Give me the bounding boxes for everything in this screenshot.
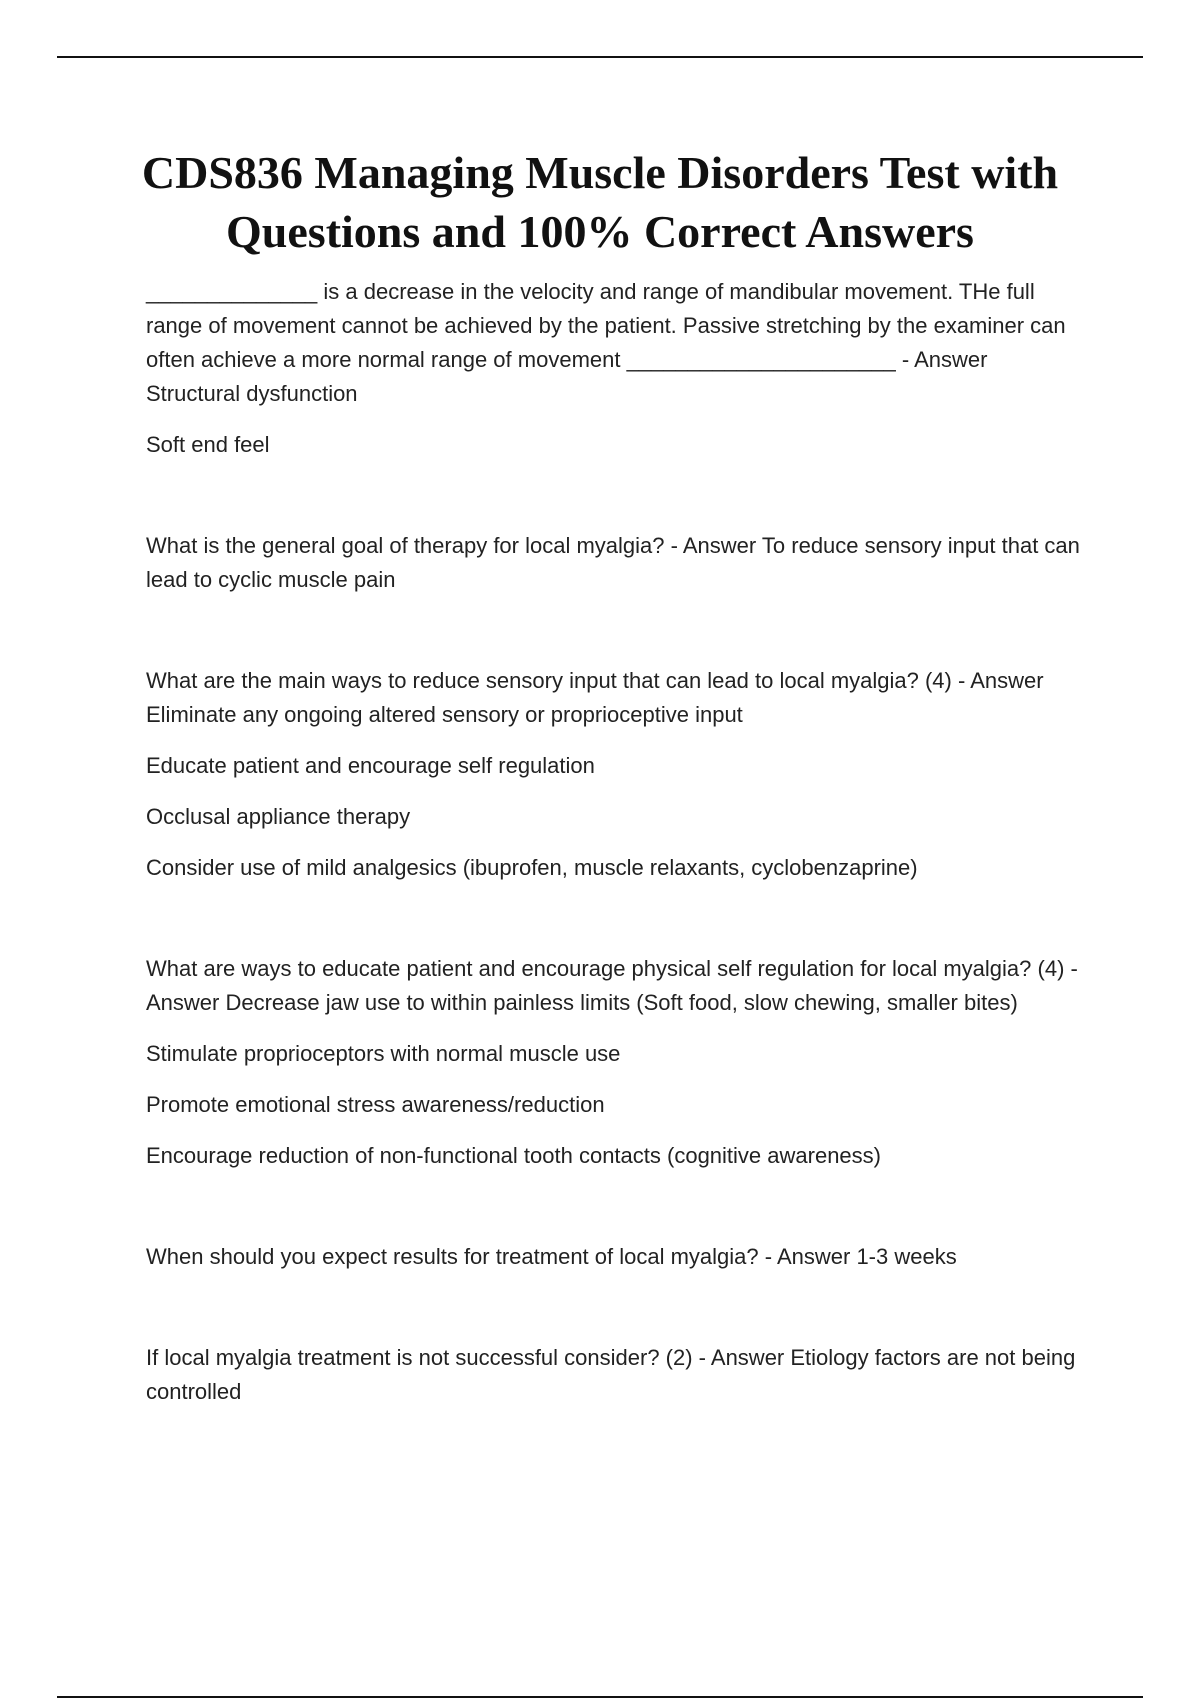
qa-self-regulation: What are ways to educate patient and encourage physical self regulation for local myalgia? (4) - Answer Decrease jaw use to within painless limits (Soft food, slow chewing, smaller bites) <box>146 956 1078 1015</box>
top-rule <box>57 56 1143 58</box>
answer-continuation: Encourage reduction of non-functional tooth contacts (cognitive awareness) <box>146 1143 881 1168</box>
answer-continuation: Stimulate proprioceptors with normal muscle use <box>146 1041 621 1066</box>
answer-continuation: Educate patient and encourage self regulation <box>146 753 595 778</box>
document-body <box>146 275 1086 1409</box>
qa-goal-of-therapy: What is the general goal of therapy for local myalgia? - Answer To reduce sensory input that can lead to cyclic muscle pain <box>146 533 1080 592</box>
qa-structural-dysfunction: ______________ is a decrease in the velocity and range of mandibular movement. THe full range of movement cannot be achieved by the patient. Passive stretching by the examiner can often achieve a more normal range of movement ______________________ - Answer Structural dysfunction <box>146 279 1066 406</box>
title-line-1: CDS836 Managing Muscle Disorders Test with <box>141 147 1059 198</box>
title-line-2: Questions and 100% Correct Answers <box>226 206 974 257</box>
bottom-rule <box>57 1696 1143 1698</box>
qa-treatment-not-successful: If local myalgia treatment is not successful consider? (2) - Answer Etiology factors are not being controlled <box>146 1345 1076 1404</box>
answer-continuation: Soft end feel <box>146 432 270 457</box>
answer-continuation: Promote emotional stress awareness/reduction <box>146 1092 605 1117</box>
answer-continuation: Occlusal appliance therapy <box>146 804 411 829</box>
answer-continuation: Consider use of mild analgesics (ibuprofen, muscle relaxants, cyclobenzaprine) <box>146 855 918 880</box>
qa-reduce-sensory-input: What are the main ways to reduce sensory input that can lead to local myalgia? (4) - Answer Eliminate any ongoing altered sensory or proprioceptive input <box>146 668 1044 727</box>
document-title <box>60 143 1140 261</box>
qa-expected-results: When should you expect results for treatment of local myalgia? - Answer 1-3 weeks <box>146 1244 957 1269</box>
